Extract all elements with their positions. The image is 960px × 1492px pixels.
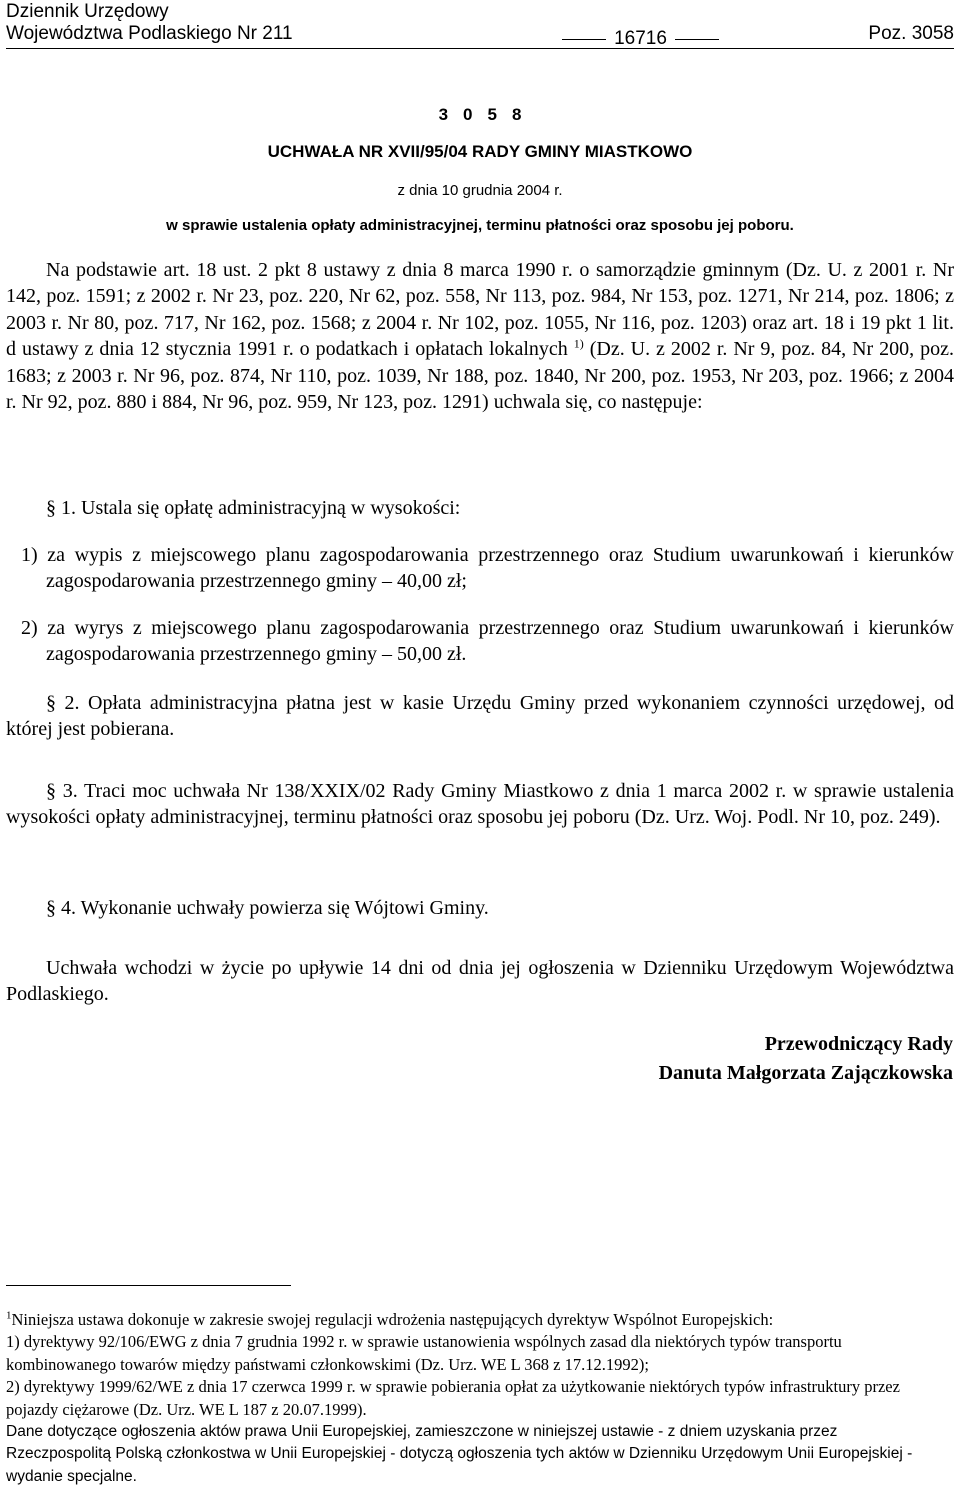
page-number-group [562, 27, 719, 50]
preamble [6, 257, 954, 415]
preamble-text: Na podstawie art. 18 ust. 2 pkt 8 ustawy z dnia 8 marca 1990 r. o samorządzie gminnym (Dz. U. z 2001 r. Nr 142, poz. 1591; z 2002 r. Nr 23, poz. 220, Nr 62, poz. 558, Nr 113, poz. 984, Nr 153, poz. 1271, Nr 214, poz. 1806; z 2003 r. Nr 80, poz. 717, Nr 162, poz. 1568; z 2004 r. Nr 102, poz. 1055, Nr 116, poz. 1203) oraz art. 18 i 19 pkt 1 lit. d ustawy z dnia 12 stycznia 1991 r. o podatkach i opłatach lokalnych [6, 259, 954, 361]
resolution-number: 3058 [438, 105, 537, 124]
section-2: § 2. Opłata administracyjna płatna jest w kasie Urzędu Gminy przed wykonaniem czynności urzędowej, od której jest pobierana. [6, 692, 954, 741]
section-1-item-2: 2) za wyrys z miejscowego planu zagospodarowania przestrzennego oraz Studium uwarunkowań i kierunków zagospodarowania przestrzennego gminy – 50,00 zł. [21, 617, 954, 666]
position-number: Poz. 3058 [868, 23, 954, 44]
journal-name-line2: Województwa Podlaskiego Nr 211 [6, 23, 293, 44]
header-divider [6, 48, 954, 49]
footnote-divider [6, 1285, 291, 1286]
footnote-note: Dane dotyczące ogłoszenia aktów prawa Unii Europejskiej, zamieszczone w niniejszej ustawie - z dniem uzyskania przez Rzeczpospolitą Polską członkostwa w Unii Europejskiej - dotyczą ogłoszenia tych aktów w Dzienniku Urzędowym Unii Europejskiej - wydanie specjalne. [6, 1423, 913, 1485]
footnote [6, 1309, 930, 1488]
signature-name: Danuta Małgorzata Zajączkowska [658, 1062, 953, 1084]
section-5: Uchwała wchodzi w życie po upływie 14 dni od dnia jej ogłoszenia w Dzienniku Urzędowym Województwa Podlaskiego. [6, 957, 954, 1006]
signature-block [659, 1030, 953, 1088]
footnote-intro: Niniejsza ustawa dokonuje w zakresie swojej regulacji wdrożenia następujących dyrektyw Wspólnot Europejskich: [11, 1310, 774, 1329]
resolution-title: UCHWAŁA NR XVII/95/04 RADY GMINY MIASTKOWO [267, 142, 693, 161]
page-number: 16716 [614, 28, 667, 49]
resolution-subject: w sprawie ustalenia opłaty administracyjnej, terminu płatności oraz sposobu jej poboru. [166, 217, 794, 234]
dash-decoration [562, 39, 606, 40]
dash-decoration [675, 39, 719, 40]
footnote-item-2: 2) dyrektywy 1999/62/WE z dnia 17 czerwca 1999 r. w sprawie pobierania opłat za użytkowanie niektórych typów infrastruktury przez pojazdy ciężarowe (Dz. Urz. WE L 187 z 20.07.1999). [6, 1377, 900, 1419]
section-3: § 3. Traci moc uchwała Nr 138/XXIX/02 Rady Gminy Miastkowo z dnia 1 marca 2002 r. w sprawie ustalenia wysokości opłaty administracyjnej, terminu płatności oraz sposobu jej poboru (Dz. Urz. Woj. Podl. Nr 10, poz. 249). [6, 780, 954, 829]
signature-role: Przewodniczący Rady [764, 1033, 953, 1055]
footnote-marker: 1 [6, 1309, 12, 1322]
section-1: § 1. Ustala się opłatę administracyjną w wysokości: [46, 497, 461, 519]
section-1-item-1: 1) za wypis z miejscowego planu zagospodarowania przestrzennego oraz Studium uwarunkowań i kierunków zagospodarowania przestrzennego gminy – 40,00 zł; [21, 544, 954, 593]
preamble-text-continued: (Dz. U. z 2002 r. Nr 9, poz. 84, Nr 200, poz. 1683; z 2003 r. Nr 96, poz. 874, Nr 110, poz. 1039, Nr 188, poz. 1840, Nr 200, poz. 1953, Nr 203, poz. 1966; z 2004 r. Nr 92, poz. 880 i 884, Nr 96, poz. 959, Nr 123, poz. 1291) uchwala się, co następuje: [6, 338, 954, 414]
resolution-date: z dnia 10 grudnia 2004 r. [397, 182, 563, 199]
footnote-intro-line [6, 1309, 930, 1331]
journal-header-row [6, 22, 954, 50]
footnote-item-1: 1) dyrektywy 92/106/EWG z dnia 7 grudnia 1992 r. w sprawie ustanowienia wspólnych zasad dla niektórych typów transportu kombinowanego towarów między państwami członkowskimi (Dz. Urz. WE L 368 z 17.12.1992); [6, 1332, 842, 1374]
footnote-reference: 1) [573, 336, 584, 351]
journal-name-line1: Dziennik Urzędowy [6, 1, 169, 22]
section-4: § 4. Wykonanie uchwały powierza się Wójtowi Gminy. [46, 897, 489, 919]
